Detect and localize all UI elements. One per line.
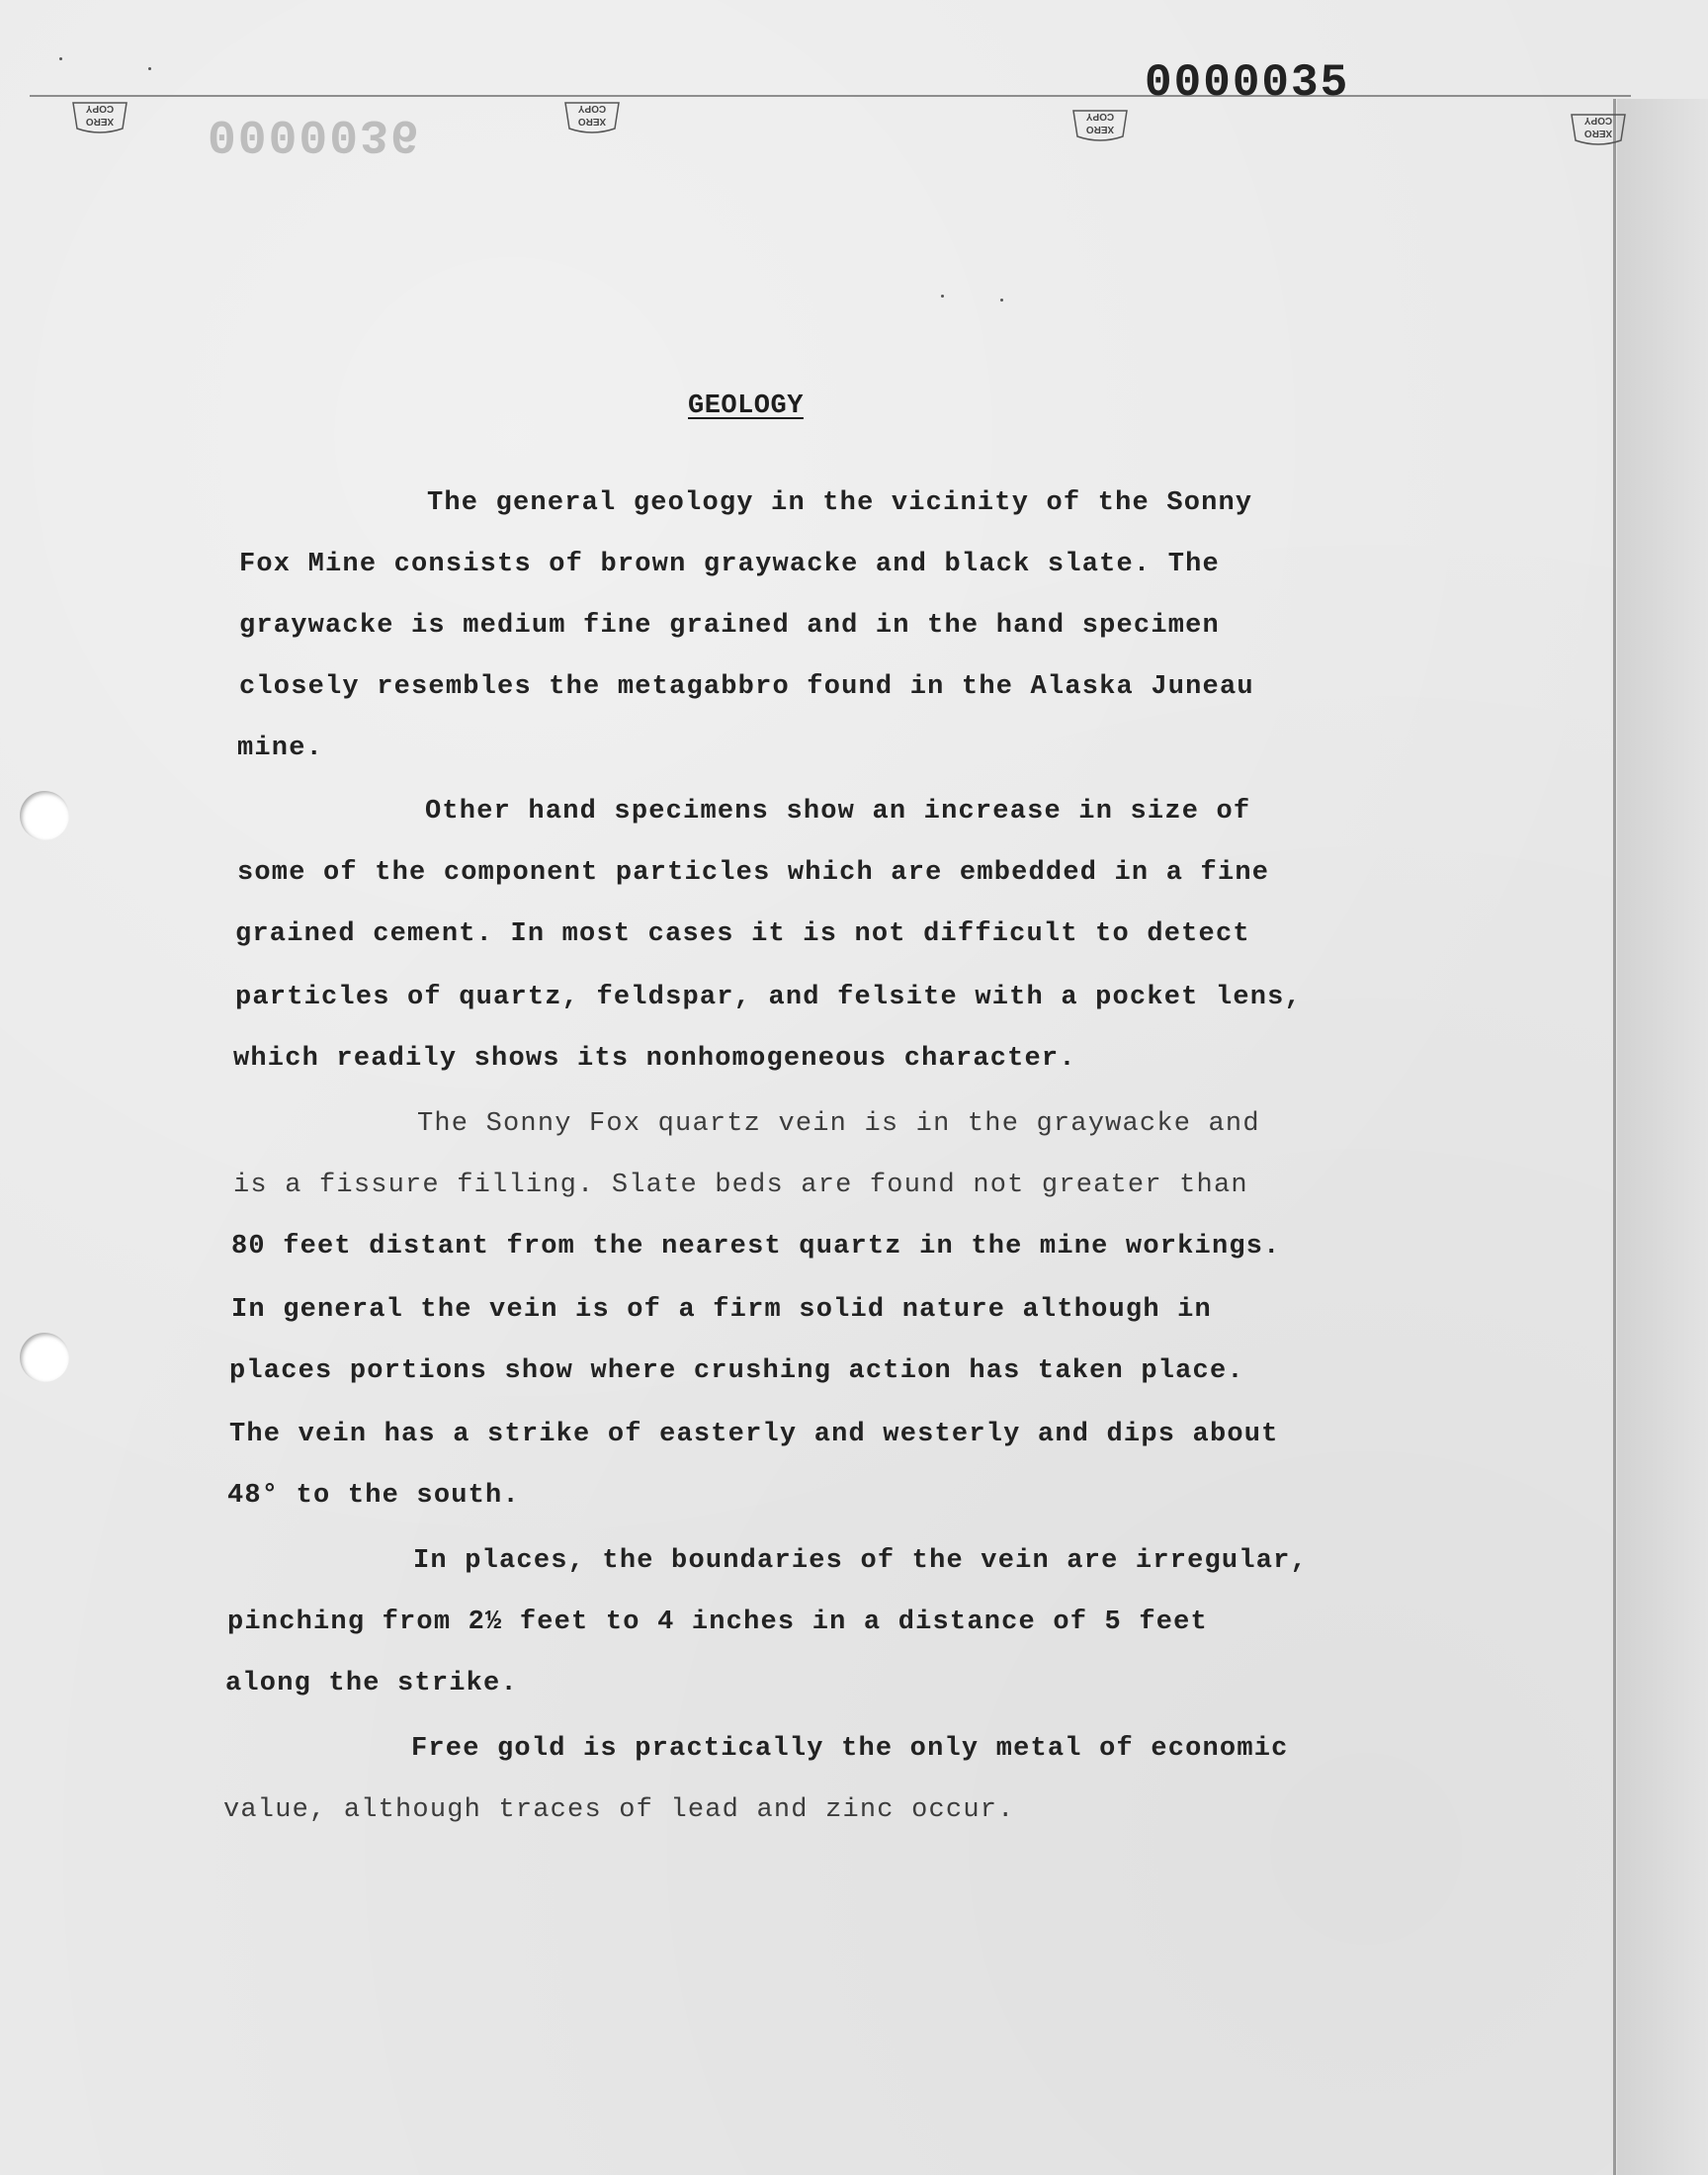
text-line: graywacke is medium fine grained and in the hand specimen (239, 611, 1220, 641)
text-line: closely resembles the metagabbro found in the Alaska Juneau (239, 672, 1254, 702)
svg-text:XERO: XERO (85, 116, 115, 127)
scan-speck (59, 57, 62, 60)
right-paper-edge (1613, 99, 1616, 2175)
scan-speck (1000, 299, 1003, 302)
xero-copy-stamp-1 (69, 99, 130, 138)
scan-speck (148, 67, 151, 70)
text-line: particles of quartz, feldspar, and felsite with a pocket lens, (235, 983, 1302, 1012)
svg-text:COPY: COPY (1583, 115, 1613, 126)
page-number: 0000035 (1145, 57, 1350, 109)
text-line: In general the vein is of a firm solid nature although in (231, 1295, 1212, 1325)
text-line: Free gold is practically the only metal of economic (411, 1734, 1289, 1764)
text-line: value, although traces of lead and zinc occur. (223, 1795, 1015, 1825)
text-line: In places, the boundaries of the vein are irregular, (413, 1546, 1308, 1576)
text-line: Other hand specimens show an increase in size of (425, 797, 1251, 826)
text-line: some of the component particles which are embedded in a fine (237, 858, 1270, 888)
binder-hole-bottom (20, 1333, 69, 1382)
text-line: The general geology in the vicinity of the Sonny (427, 488, 1253, 518)
binder-hole-top (20, 791, 69, 840)
text-line: grained cement. In most cases it is not difficult to detect (235, 919, 1250, 949)
text-line: which readily shows its nonhomogeneous character. (233, 1044, 1076, 1074)
top-paper-edge (30, 95, 1631, 97)
text-line: The vein has a strike of easterly and westerly and dips about (229, 1420, 1279, 1449)
text-line: Fox Mine consists of brown graywacke and black slate. The (239, 550, 1220, 579)
page-edge-shadow (1617, 99, 1708, 2175)
text-line: The Sonny Fox quartz vein is in the graywacke and (417, 1109, 1260, 1139)
svg-text:XERO: XERO (577, 116, 607, 127)
ghost-page-number: 0000036 (208, 107, 421, 160)
text-line: along the strike. (225, 1669, 518, 1698)
xero-copy-stamp-2 (561, 99, 623, 138)
text-line: places portions show where crushing action has taken place. (229, 1356, 1244, 1386)
text-line: is a fissure filling. Slate beds are found not greater than (233, 1171, 1248, 1200)
svg-text:XERO: XERO (1085, 124, 1115, 134)
page-title: GEOLOGY (688, 392, 804, 421)
text-line: mine. (237, 734, 324, 763)
text-line: 80 feet distant from the nearest quartz in the mine workings. (231, 1232, 1281, 1262)
xero-copy-stamp-4 (1568, 111, 1629, 150)
xero-copy-stamp-3 (1069, 107, 1131, 146)
svg-text:COPY: COPY (1085, 111, 1115, 122)
text-line: pinching from 2½ feet to 4 inches in a distance of 5 feet (227, 1608, 1208, 1637)
scan-speck (941, 295, 944, 298)
svg-text:XERO: XERO (1583, 128, 1613, 138)
text-line: 48° to the south. (227, 1481, 520, 1511)
svg-text:COPY: COPY (85, 103, 115, 114)
svg-text:COPY: COPY (577, 103, 607, 114)
